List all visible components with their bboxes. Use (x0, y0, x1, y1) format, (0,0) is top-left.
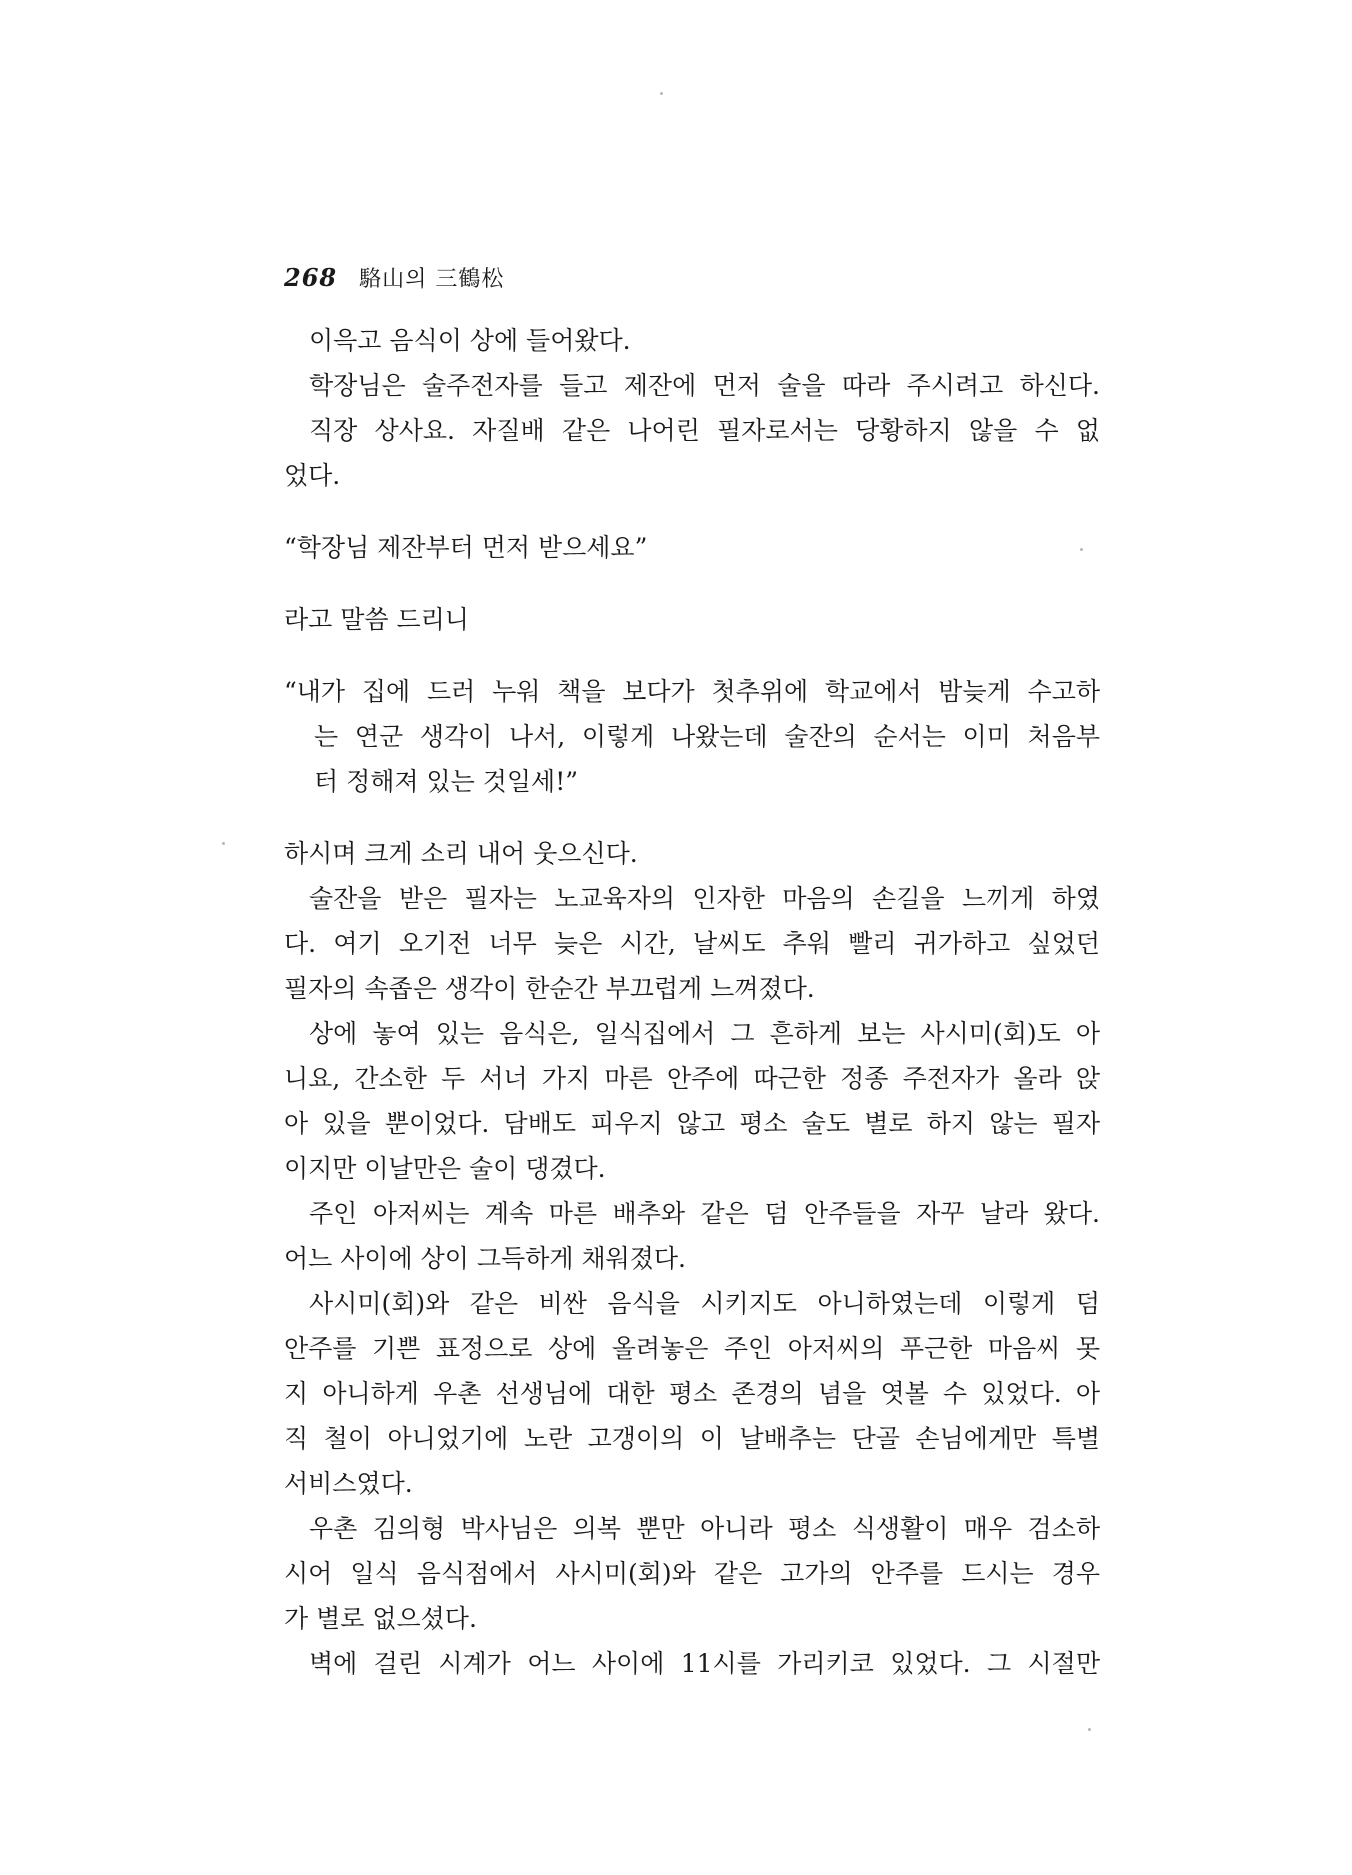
text-line: 이지만 이날만은 술이 댕겼다. (284, 1154, 606, 1183)
text-line: 상에 놓여 있는 음식은, 일식집에서 그 흔하게 보는 사시미(회)도 아 (309, 1019, 1100, 1048)
quote-line: “학장님 제잔부터 먼저 받으세요” (284, 533, 648, 562)
page-number: 268 (284, 263, 338, 292)
text-line: 우촌 김의형 박사님은 의복 뿐만 아니라 평소 식생활이 매우 검소하 (309, 1514, 1100, 1543)
scan-speck (660, 92, 663, 95)
text-line: 니요, 간소한 두 서너 가지 마른 안주에 따근한 정종 주전자가 올라 앉 (284, 1064, 1100, 1093)
text-line: 다. 여기 오기전 너무 늦은 시간, 날씨도 추워 빨리 귀가하고 싶었던 (284, 929, 1100, 958)
text-line: 벽에 걸린 시계가 어느 사이에 11시를 가리키코 있었다. 그 시절만 (309, 1649, 1100, 1678)
quote-line: 는 연군 생각이 나서, 이렇게 나왔는데 술잔의 순서는 이미 처음부 (314, 722, 1100, 751)
text-line: 시어 일식 음식점에서 사시미(회)와 같은 고가의 안주를 드시는 경우 (284, 1559, 1100, 1588)
quote-line: 터 정해져 있는 것일세!” (314, 767, 579, 796)
text-line: 지 아니하게 우촌 선생님에 대한 평소 존경의 념을 엿볼 수 있었다. 아 (284, 1379, 1100, 1408)
text-line: 직장 상사요. 자질배 같은 나어린 필자로서는 당황하지 않을 수 없 (309, 416, 1100, 445)
quote-line: “내가 집에 드러 누워 책을 보다가 첫추위에 학교에서 밤늦게 수고하 (284, 677, 1100, 706)
text-line: 아 있을 뿐이었다. 담배도 피우지 않고 평소 술도 별로 하지 않는 필자 (284, 1109, 1100, 1138)
running-title: 駱山의 三鶴松 (359, 267, 505, 292)
text-line: 라고 말씀 드리니 (284, 605, 469, 634)
text-line: 주인 아저씨는 계속 마른 배추와 같은 덤 안주들을 자꾸 날라 왔다. (309, 1199, 1100, 1228)
text-line: 가 별로 없으셨다. (284, 1604, 477, 1633)
scan-speck (222, 842, 225, 845)
text-line: 술잔을 받은 필자는 노교육자의 인자한 마음의 손길을 느끼게 하였 (309, 884, 1100, 913)
scan-speck (1088, 1728, 1091, 1731)
text-line: 었다. (284, 461, 341, 490)
text-line: 하시며 크게 소리 내어 웃으신다. (284, 839, 638, 868)
text-line: 직 철이 아니었기에 노란 고갱이의 이 날배추는 단골 손님에게만 특별 (284, 1424, 1100, 1453)
text-line: 사시미(회)와 같은 비싼 음식을 시키지도 아니하였는데 이렇게 덤 (309, 1289, 1100, 1318)
text-line: 어느 사이에 상이 그득하게 채워졌다. (284, 1244, 686, 1273)
scan-speck (1080, 548, 1083, 551)
text-line: 필자의 속좁은 생각이 한순간 부끄럽게 느껴졌다. (284, 974, 815, 1003)
body-text (284, 318, 1100, 1686)
text-line: 이윽고 음식이 상에 들어왔다. (309, 326, 631, 355)
page-header (284, 262, 504, 293)
text-line: 안주를 기쁜 표정으로 상에 올려놓은 주인 아저씨의 푸근한 마음씨 못 (284, 1334, 1100, 1363)
text-line: 서비스였다. (284, 1469, 413, 1498)
text-line: 학장님은 술주전자를 들고 제잔에 먼저 술을 따라 주시려고 하신다. (309, 371, 1100, 400)
